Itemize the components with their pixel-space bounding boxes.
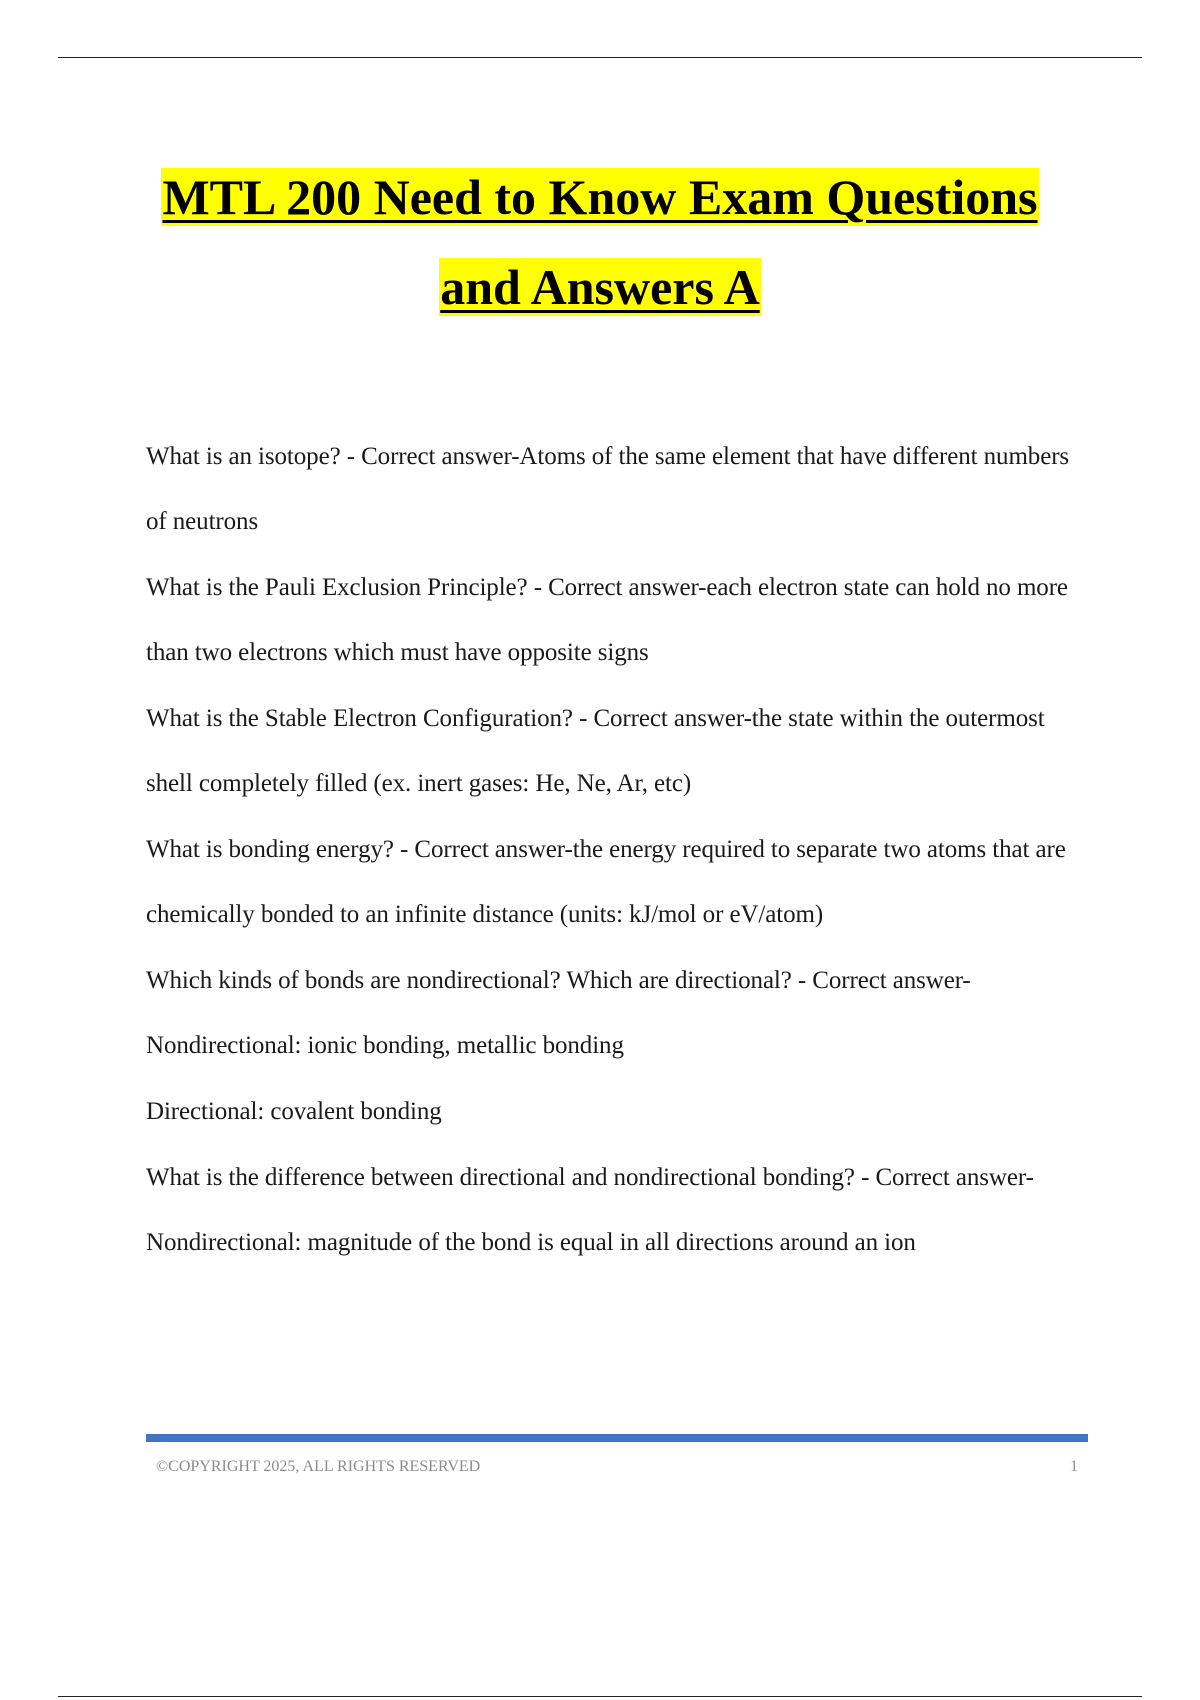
qa-item: What is the Stable Electron Configuration? - Correct answer-the state within the outermost shell completely filled (ex. inert gases: He, Ne, Ar, etc) — [146, 705, 1045, 797]
copyright-text: ©COPYRIGHT 2025, ALL RIGHTS RESERVED — [156, 1458, 481, 1475]
qa-item: Which kinds of bonds are nondirectional? Which are directional? - Correct answer-Nondirectional: ionic bonding, metallic bonding — [146, 967, 971, 1059]
title-line-1: MTL 200 Need to Know Exam Questions — [162, 169, 1038, 225]
page-footer — [156, 1458, 1078, 1476]
document-title — [0, 168, 1200, 316]
top-rule — [58, 57, 1142, 58]
footer-bar — [146, 1434, 1088, 1442]
qa-item: Directional: covalent bonding — [146, 1098, 442, 1125]
bottom-rule — [58, 1696, 1142, 1697]
qa-item: What is an isotope? - Correct answer-Atoms of the same element that have different numbers of neutrons — [146, 443, 1070, 535]
qa-list — [146, 440, 1092, 1291]
qa-item: What is the difference between directional and nondirectional bonding? - Correct answer-Nondirectional: magnitude of the bond is equal in all directions around an ion — [146, 1164, 1034, 1256]
qa-item: What is the Pauli Exclusion Principle? - Correct answer-each electron state can hold no more than two electrons which must have opposite signs — [146, 574, 1068, 666]
title-line-2: and Answers A — [440, 259, 760, 315]
qa-item: What is bonding energy? - Correct answer-the energy required to separate two atoms that are chemically bonded to an infinite distance (units: kJ/mol or eV/atom) — [146, 836, 1066, 928]
page-number: 1 — [1070, 1458, 1078, 1475]
